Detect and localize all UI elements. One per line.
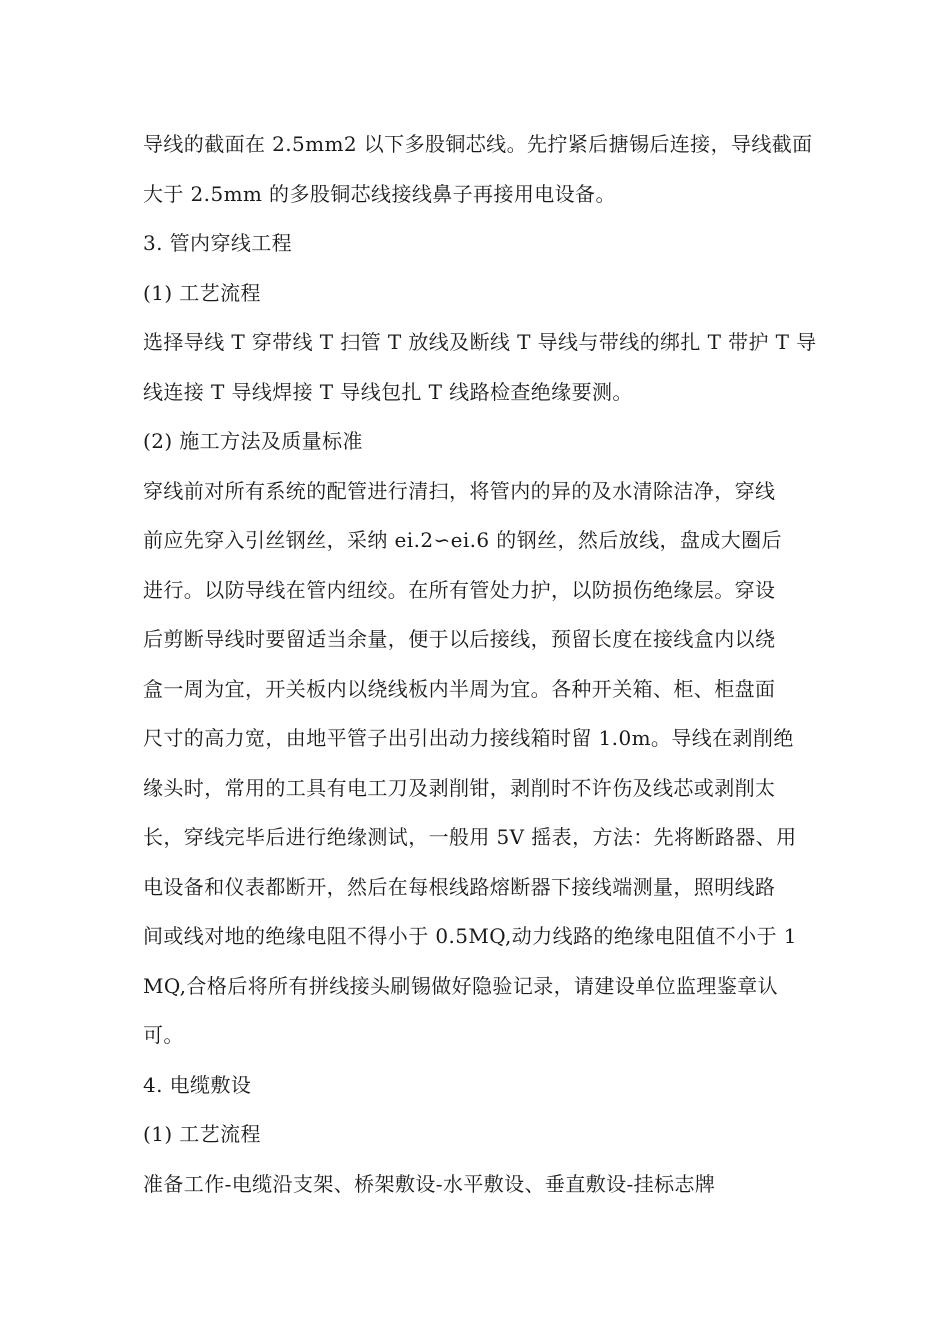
text-line: 电设备和仪表都断开，然后在每根线路熔断器下接线端测量，照明线路 (143, 874, 776, 899)
subsection-heading: (1) 工艺流程 (143, 1122, 261, 1146)
text-line: 大于 2.5mm 的多股铜芯线接线鼻子再接用电设备。 (143, 181, 616, 206)
section-heading: 3. 管内穿线工程 (143, 231, 293, 255)
section-heading: 4. 电缆敷设 (143, 1072, 252, 1097)
text-line: 长，穿线完毕后进行绝缘测试，一般用 5V 摇表，方法：先将断路器、用 (143, 825, 797, 849)
text-line: 间或线对地的绝缘电阻不得小于 0.5MQ,动力线路的绝缘电阻值不小于 1 (143, 924, 797, 948)
text-line: 导线的截面在 2.5mm2 以下多股铜芯线。先拧紧后搪锡后连接，导线截面 (143, 132, 813, 156)
text-line: 穿线前对所有系统的配管进行清扫，将管内的异的及水清除洁净，穿线 (143, 478, 776, 503)
text-line: 进行。以防导线在管内纽绞。在所有管处力护，以防损伤绝缘层。穿设 (143, 577, 776, 602)
text-line: MQ,合格后将所有拼线接头刷锡做好隐验记录，请建设单位监理鉴章认 (143, 973, 779, 998)
text-line: 准备工作-电缆沿支架、桥架敷设-水平敷设、垂直敷设-挂标志牌 (143, 1171, 716, 1196)
text-line: 缘头时，常用的工具有电工刀及剥削钳，剥削时不许伤及线芯或剥削太 (143, 775, 776, 800)
text-line: 后剪断导线时要留适当余量，便于以后接线，预留长度在接线盒内以绕 (143, 627, 776, 651)
text-line: 线连接 T 导线焊接 T 导线包扎 T 线路检查绝缘要测。 (143, 379, 633, 404)
text-line: 盒一周为宜，开关板内以绕线板内半周为宜。各种开关箱、柜、柜盘面 (143, 676, 776, 701)
subsection-heading: (2) 施工方法及质量标准 (143, 429, 363, 453)
text-line: 尺寸的高力宽，由地平管子出引出动力接线箱时留 1.0m。导线在剥削绝 (143, 726, 794, 750)
text-line: 可。 (143, 1023, 184, 1047)
text-line: 前应先穿入引丝钢丝，采纳 ei.2∽ei.6 的钢丝，然后放线，盘成大圈后 (143, 528, 782, 552)
text-line: 选择导线 T 穿带线 T 扫管 T 放线及断线 T 导线与带线的绑扎 T 带护 T 导 (143, 330, 817, 354)
document-body (143, 120, 820, 1209)
subsection-heading: (1) 工艺流程 (143, 280, 261, 305)
